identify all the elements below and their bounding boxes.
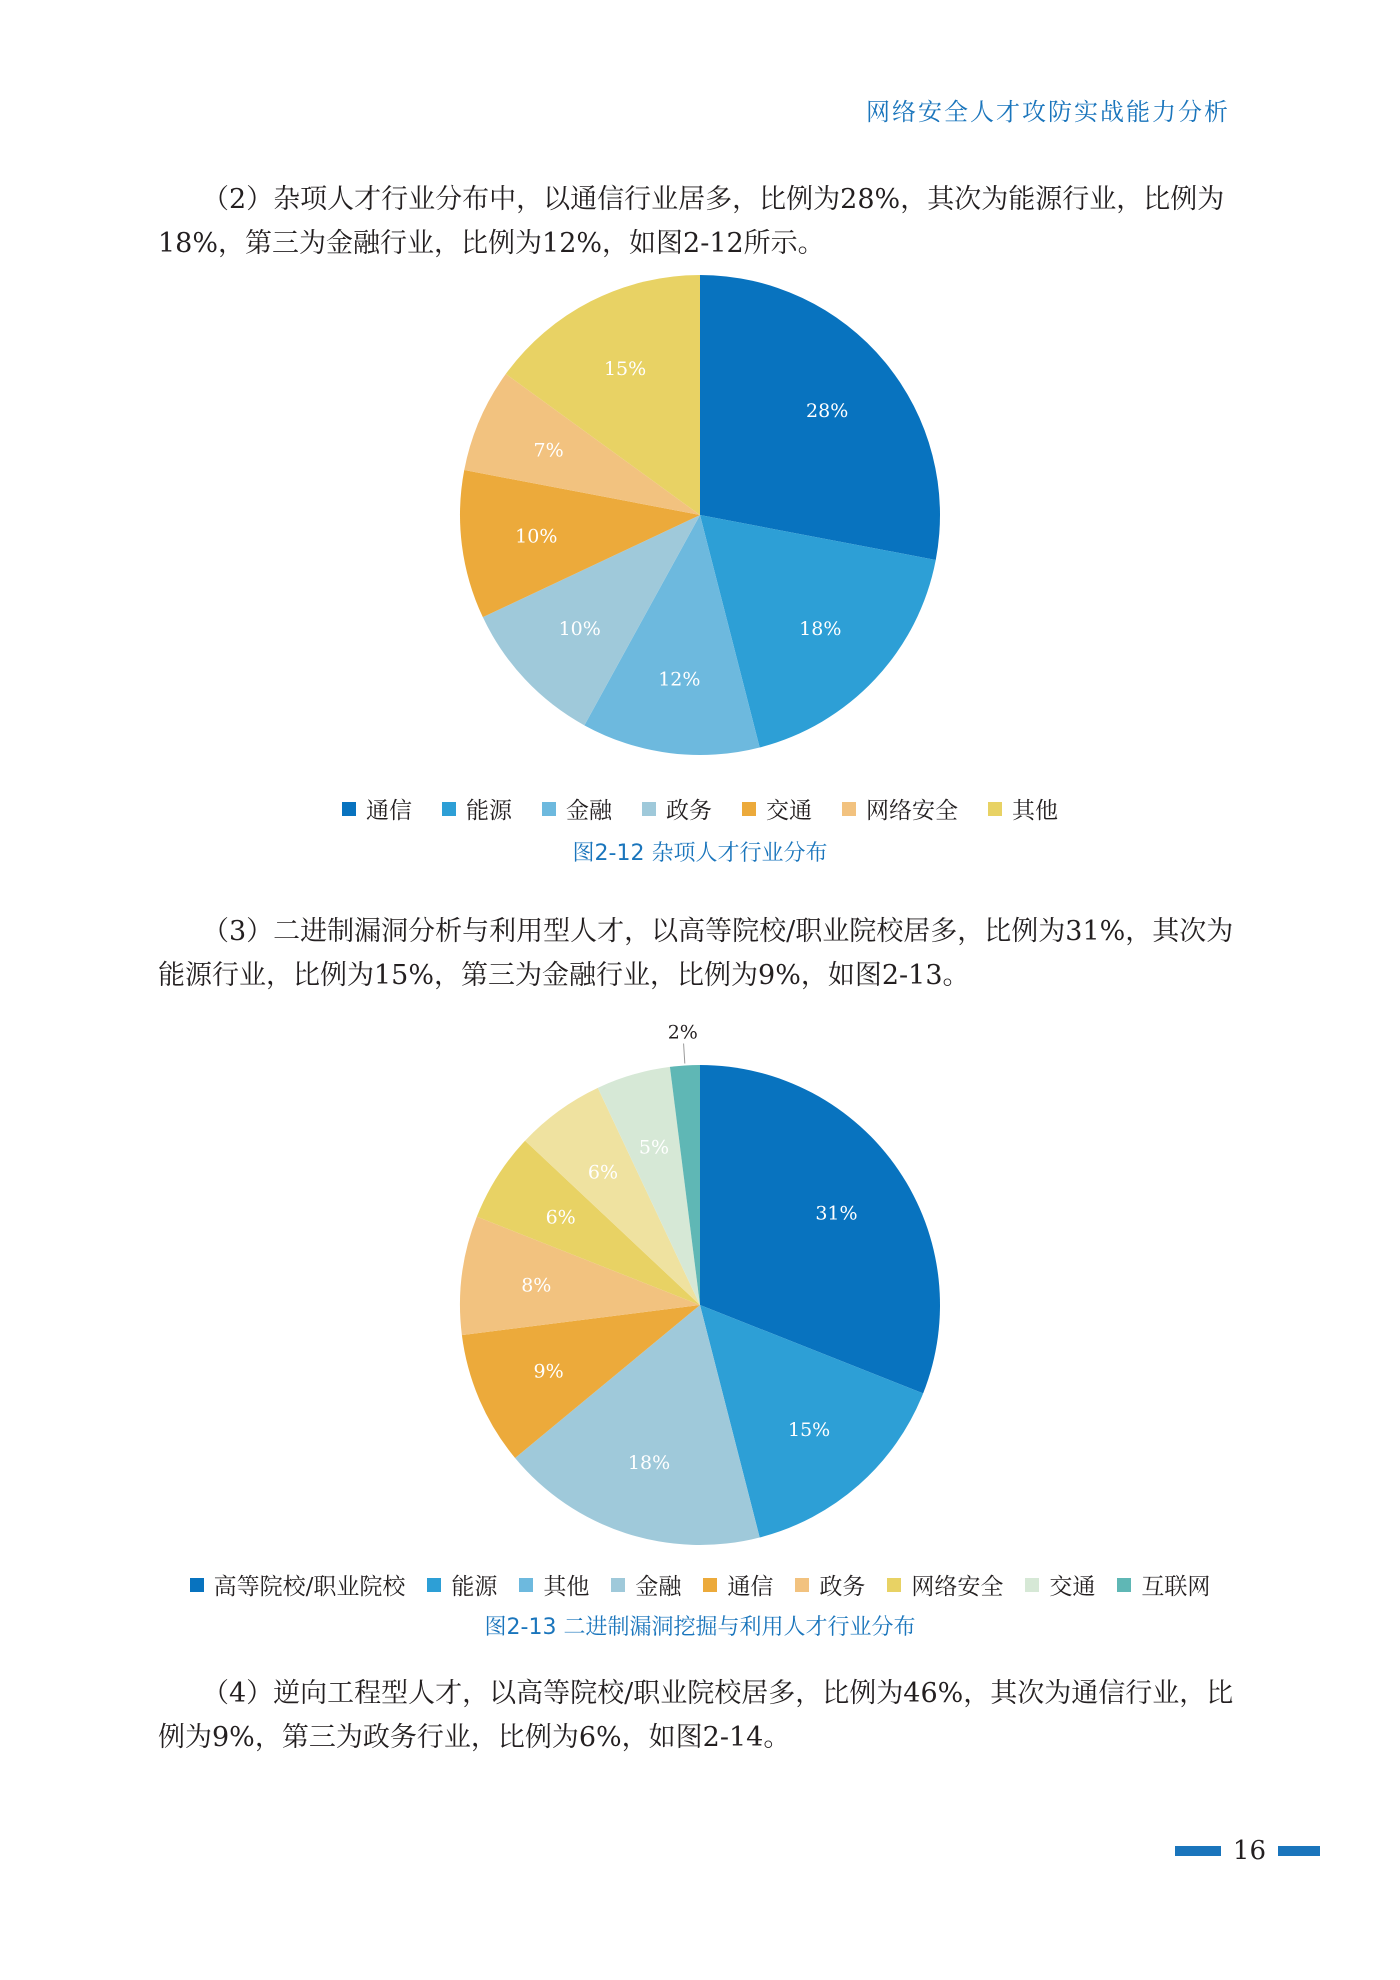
pie-chart-2-13: [0, 1000, 1400, 1560]
pie-label-1-4: 8%: [521, 1274, 552, 1297]
legend-label-1-7: 交通: [1049, 1574, 1096, 1600]
pie-label-1-8: 2%: [667, 1021, 698, 1044]
legend-label-0-6: 其他: [1012, 798, 1058, 824]
legend-label-0-3: 政务: [666, 798, 712, 824]
pie-chart-2-12-svg: [0, 270, 1400, 790]
legend-swatch-0-0: [342, 802, 356, 816]
legend-swatch-0-1: [442, 802, 456, 816]
legend-swatch-0-3: [642, 802, 656, 816]
legend-item-0-2: [542, 792, 612, 825]
legend-swatch-1-4: [703, 1578, 717, 1592]
legend-item-1-6: [887, 1568, 1003, 1601]
legend-swatch-1-1: [427, 1578, 441, 1592]
pie-label-1-5: 6%: [545, 1206, 576, 1229]
legend-item-1-1: [427, 1568, 497, 1601]
pie-label-0-0: 28%: [806, 399, 849, 422]
legend-swatch-0-6: [988, 802, 1002, 816]
pie-label-0-3: 10%: [558, 617, 601, 640]
legend-item-1-2: [519, 1568, 589, 1601]
pie-label-0-1: 18%: [799, 617, 842, 640]
legend-swatch-1-3: [611, 1578, 625, 1592]
legend-swatch-1-2: [519, 1578, 533, 1592]
legend-item-1-0: [190, 1568, 406, 1601]
legend-2-12: [0, 792, 1400, 825]
paragraph-2: （2）杂项人才行业分布中，以通信行业居多，比例为28%，其次为能源行业，比例为18%，第三为金融行业，比例为12%，如图2-12所示。: [158, 184, 1225, 259]
legend-swatch-1-0: [190, 1578, 204, 1592]
footer-bar-right: [1278, 1846, 1320, 1856]
legend-item-1-8: [1117, 1568, 1210, 1601]
pie-label-1-7: 5%: [638, 1136, 670, 1159]
legend-label-1-4: 通信: [727, 1574, 774, 1600]
legend-item-0-6: [988, 792, 1058, 825]
pie-label-0-6: 15%: [603, 357, 647, 380]
figure-caption-2-12: 图2-12 杂项人才行业分布: [572, 841, 828, 866]
legend-label-1-5: 政务: [819, 1574, 866, 1600]
pie-label-0-5: 7%: [533, 439, 564, 462]
paragraph-3: （3）二进制漏洞分析与利用型人才，以高等院校/职业院校居多，比例为31%，其次为能源行业，比例为15%，第三为金融行业，比例为9%，如图2-13。: [158, 916, 1234, 991]
legend-swatch-0-5: [842, 802, 856, 816]
legend-label-0-1: 能源: [466, 798, 512, 824]
legend-item-1-4: [703, 1568, 773, 1601]
legend-item-0-0: [342, 792, 412, 825]
pie-label-1-6: 6%: [587, 1161, 619, 1184]
legend-item-0-5: [842, 792, 958, 825]
legend-item-1-3: [611, 1568, 681, 1601]
legend-label-1-0: 高等院校/职业院校: [213, 1574, 406, 1600]
pie-leader-1-8: [684, 1044, 685, 1064]
legend-label-1-3: 金融: [635, 1574, 682, 1600]
legend-item-0-3: [642, 792, 712, 825]
legend-item-1-5: [795, 1568, 865, 1601]
legend-label-1-2: 其他: [543, 1574, 590, 1600]
pie-label-1-1: 15%: [787, 1418, 831, 1441]
pie-label-0-4: 10%: [515, 525, 558, 548]
pie-label-1-3: 9%: [533, 1360, 564, 1383]
legend-swatch-0-2: [542, 802, 556, 816]
legend-item-1-7: [1025, 1568, 1095, 1601]
legend-label-1-6: 网络安全: [911, 1574, 1004, 1600]
legend-swatch-1-7: [1025, 1578, 1039, 1592]
pie-label-1-2: 18%: [627, 1451, 671, 1474]
figure-caption-2-13: 图2-13 二进制漏洞挖掘与利用人才行业分布: [484, 1615, 916, 1640]
legend-label-0-0: 通信: [366, 798, 412, 824]
legend-label-1-1: 能源: [451, 1574, 498, 1600]
legend-swatch-1-6: [887, 1578, 901, 1592]
legend-swatch-1-5: [795, 1578, 809, 1592]
legend-2-13: [0, 1568, 1400, 1601]
legend-label-0-2: 金融: [566, 798, 612, 824]
legend-item-0-4: [742, 792, 812, 825]
legend-label-0-4: 交通: [766, 798, 812, 824]
legend-swatch-1-8: [1117, 1578, 1131, 1592]
pie-label-0-2: 12%: [658, 668, 701, 691]
pie-chart-2-13-svg: [0, 1000, 1400, 1560]
legend-label-0-5: 网络安全: [866, 798, 958, 824]
legend-label-1-8: 互联网: [1141, 1574, 1211, 1600]
pie-chart-2-12: [0, 270, 1400, 790]
legend-swatch-0-4: [742, 802, 756, 816]
running-header: 网络安全人才攻防实战能力分析: [866, 98, 1230, 126]
page-footer: [1175, 1836, 1320, 1866]
footer-bar-left: [1175, 1846, 1221, 1856]
legend-item-0-1: [442, 792, 512, 825]
pie-label-1-0: 31%: [815, 1202, 858, 1225]
page-number: 16: [1232, 1836, 1266, 1866]
paragraph-4: （4）逆向工程型人才，以高等院校/职业院校居多，比例为46%，其次为通信行业，比例为9%，第三为政务行业，比例为6%，如图2-14。: [158, 1678, 1234, 1753]
